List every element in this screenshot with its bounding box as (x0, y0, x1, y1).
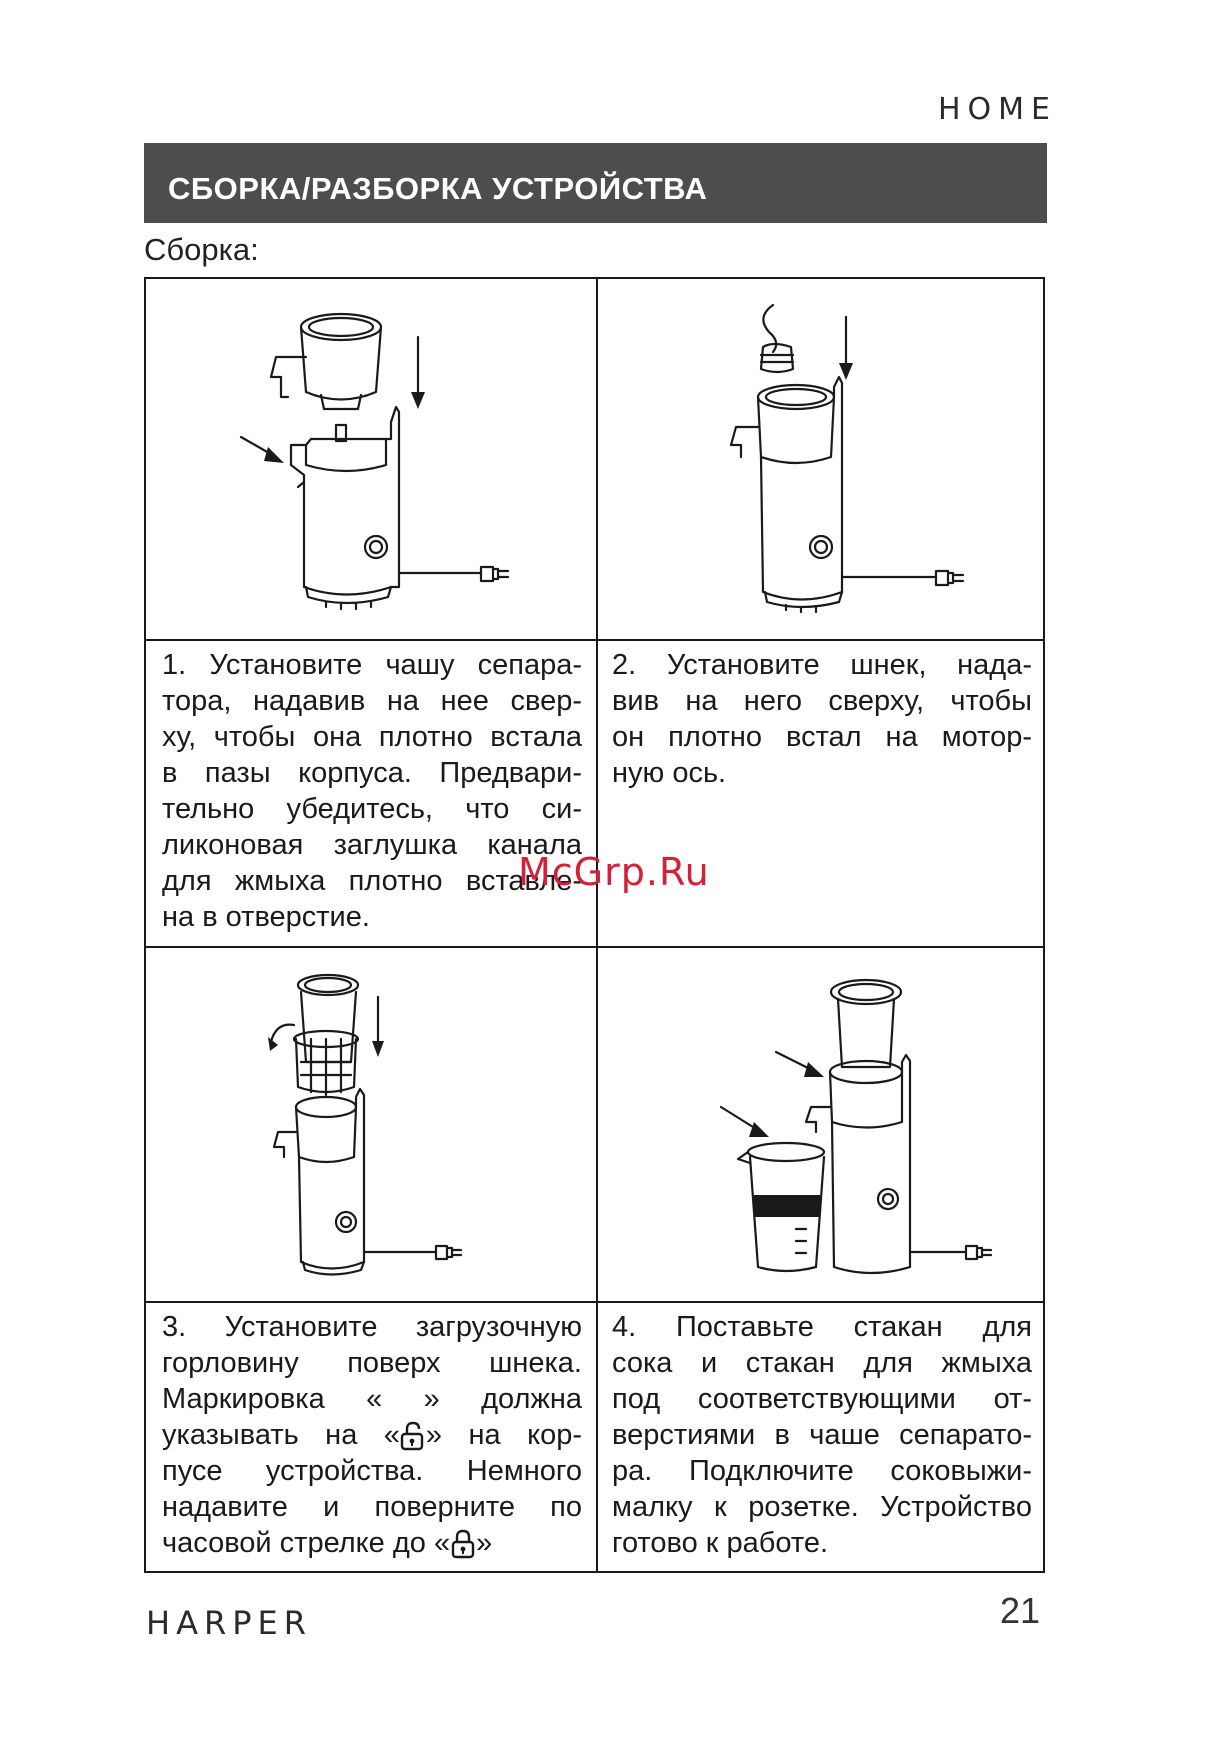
section-banner (144, 143, 1047, 223)
row-divider (146, 639, 1043, 641)
step1-illustration (236, 297, 526, 627)
step3-illustration (256, 967, 516, 1287)
page-title: СБОРКА/РАЗБОРКА УСТРОЙСТВА (168, 171, 708, 206)
step1-text: 1. Установите чашу сепара- тора, надавив на нее свер- ху, чтобы она плотно встала в пазы корпуса. Предвари- тельно убедитесь, что си- ликоновая заглушка канала для жмыха плотно вставле- на в отверстие. (162, 649, 582, 933)
step3-text: 3. Установите загрузочную горловину поверх шнека. Маркировка « » должна указывать на « » на кор- пусе устройства. Немного надавите и поверните по часовой стрелке до « » (162, 1311, 582, 1559)
step2-text: 2. Установите шнек, нада- вив на него сверху, чтобы он плотно встал на мотор- ную ось. (612, 649, 1032, 789)
row-divider (146, 1301, 1043, 1303)
svg-text:HARPER: HARPER (146, 1606, 312, 1640)
harper-logo (146, 1606, 368, 1640)
row-divider (146, 946, 1043, 948)
brand-home-logo: HOME (938, 92, 1058, 127)
lock-icon (450, 1529, 476, 1559)
page-number: 21 (1000, 1590, 1041, 1631)
steps-table (144, 277, 1045, 1573)
unlock-icon (400, 1421, 426, 1451)
step4-illustration (666, 967, 996, 1287)
column-divider (596, 279, 598, 1571)
watermark: McGrp.Ru (518, 850, 710, 894)
section-label: Сборка: (144, 232, 259, 267)
step4-text: 4. Поставьте стакан для сока и стакан для жмыха под соответствующими от- верстиями в чаше сепарато- ра. Подключите соковыжи- малку к розетке. Устройство готово к работе. (612, 1311, 1032, 1559)
step2-illustration (701, 297, 991, 627)
